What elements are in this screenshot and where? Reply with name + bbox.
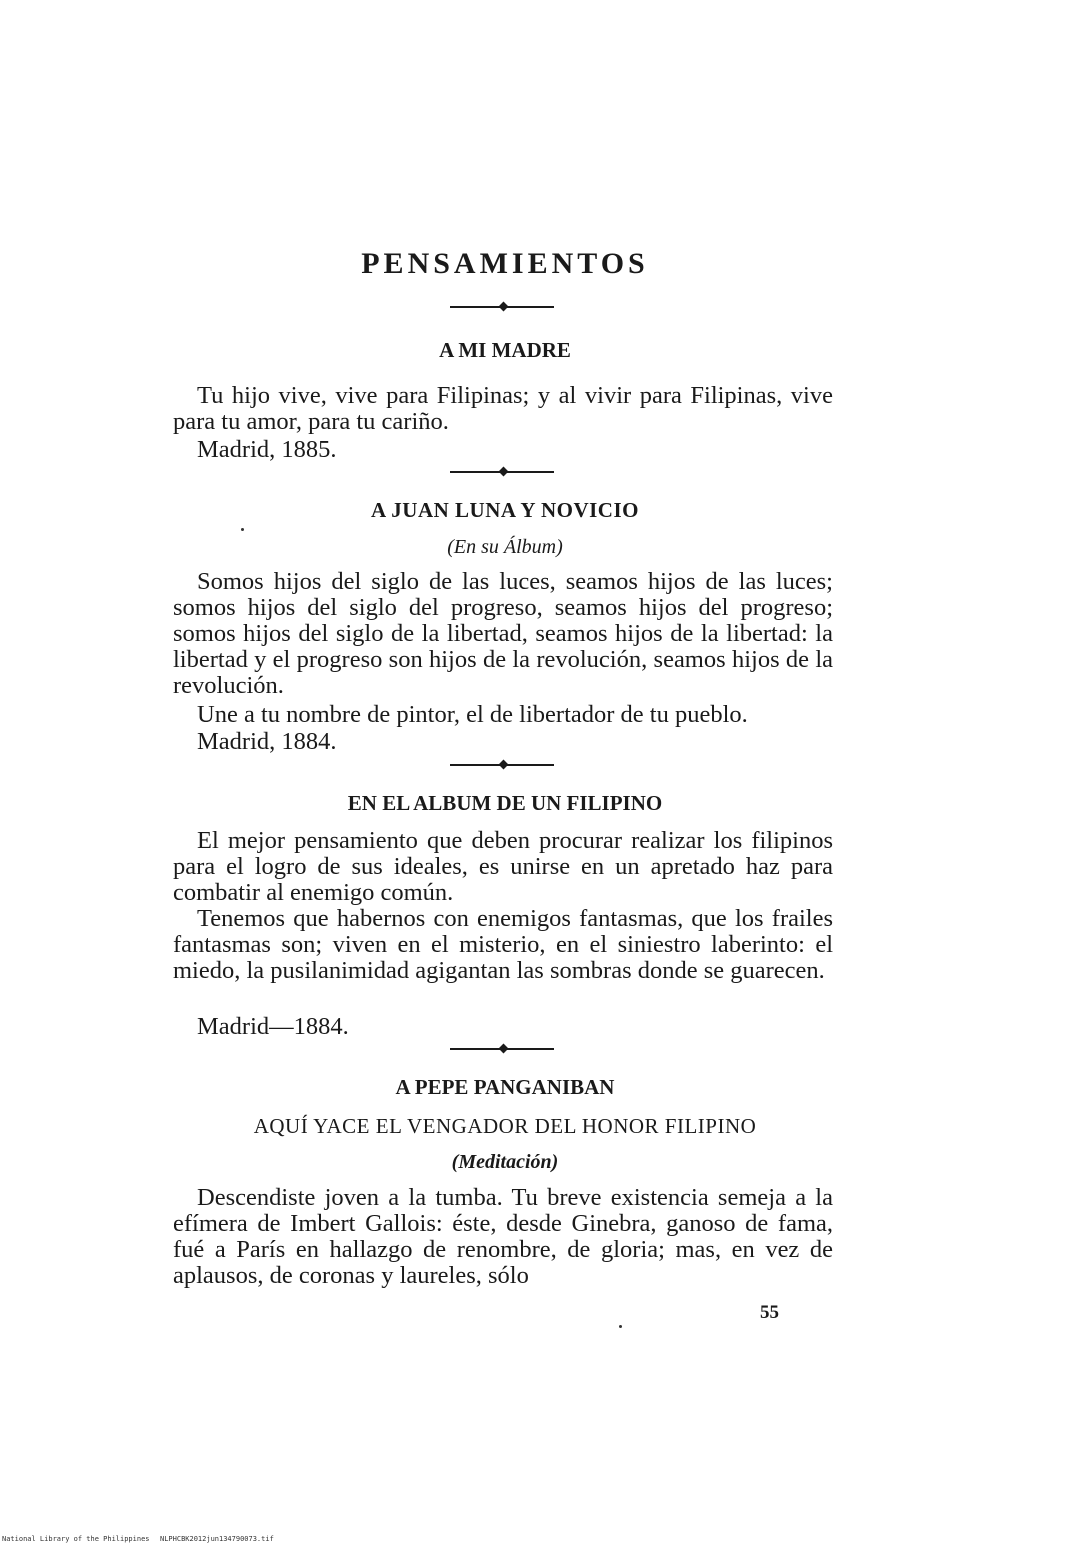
place-date: Madrid, 1885. [197,436,337,463]
footer-source: National Library of the Philippines [2,1535,150,1543]
page-number: 55 [760,1302,779,1323]
section-subheading: (En su Álbum) [447,536,563,558]
scan-speck [241,528,244,531]
section-subheading: (Meditación) [451,1151,559,1173]
section-heading: EN EL ALBUM DE UN FILIPINO [347,791,663,815]
place-date: Madrid—1884. [197,1013,349,1040]
page-title: PENSAMIENTOS [361,247,649,280]
section-heading: A PEPE PANGANIBAN [395,1075,615,1099]
ornament-divider [450,1044,554,1054]
section-paragraph: Somos hijos del siglo de las luces, seamos hijos de las luces; somos hijos del siglo del progreso, seamos hijos del progreso; somos hijos del siglo de la libertad, seamos hijos de la libertad: la libertad y el progreso son hijos de la revolución, seamos hijos de la revolución. [173,568,833,699]
section-heading: A JUAN LUNA Y NOVICIO [371,498,639,522]
place-date: Madrid, 1884. [197,728,337,755]
section-paragraph: Une a tu nombre de pintor, el de libertador de tu pueblo. [197,701,748,728]
section-paragraph: Tenemos que habernos con enemigos fantasmas, que los frailes fantasmas son; viven en el misterio, en el siniestro laberinto: el miedo, la pusilanimidad agigantan las sombras donde se guarecen. [173,905,833,984]
section-heading: A MI MADRE [439,338,571,362]
section-paragraph: Descendiste joven a la tumba. Tu breve existencia semeja a la efímera de Imbert Gallois: éste, desde Ginebra, ganoso de fama, fué a París en hallazgo de renombre, de gloria; mas, en vez de aplausos, de coronas y laureles, sólo [173,1184,833,1289]
ornament-divider [450,302,554,312]
section-heading-secondary: AQUÍ YACE EL VENGADOR DEL HONOR FILIPINO [253,1114,757,1138]
section-paragraph: Tu hijo vive, vive para Filipinas; y al vivir para Filipinas, vive para tu amor, para tu cariño. [173,382,833,435]
scan-speck [619,1325,622,1328]
ornament-divider [450,760,554,770]
ornament-divider [450,467,554,477]
footer-filename: NLPHCBK2012jun134790073.tif [160,1535,274,1543]
section-paragraph: El mejor pensamiento que deben procurar realizar los filipinos para el logro de sus ideales, es unirse en un apretado haz para combatir al enemigo común. [173,827,833,906]
